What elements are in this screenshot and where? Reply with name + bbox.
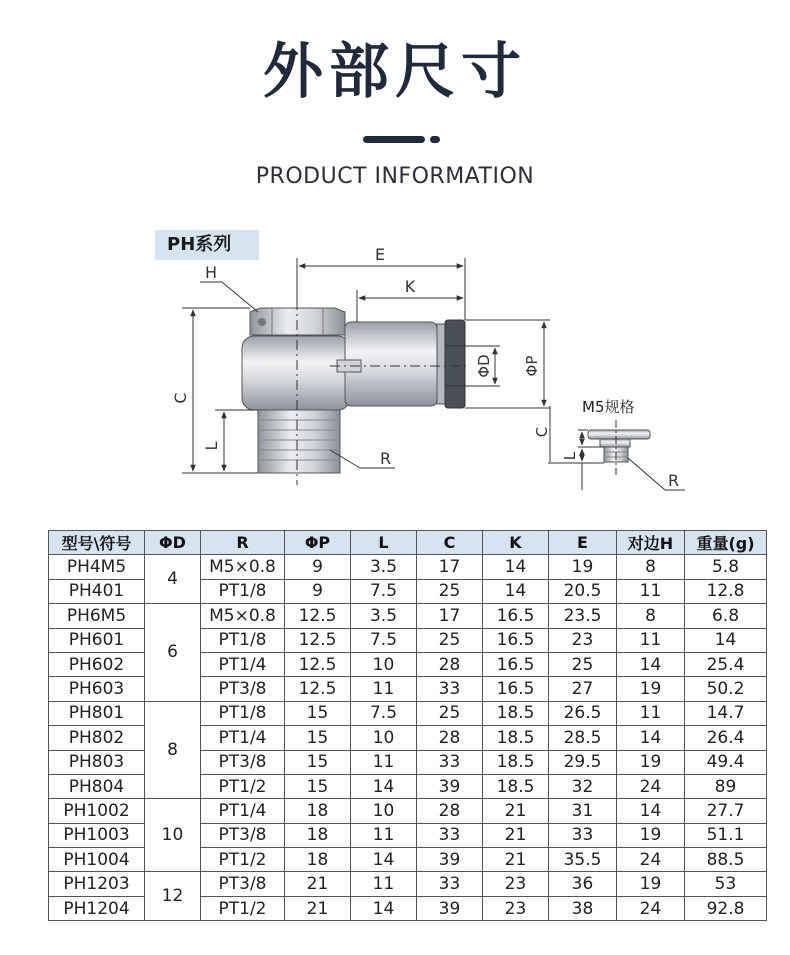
tube-diameter-cell: 10 <box>145 799 201 872</box>
spec-cell-c: 39 <box>417 774 483 798</box>
spec-cell-c: 28 <box>417 726 483 750</box>
page-title: 外部尺寸 <box>263 37 527 107</box>
m5-dim-label-c: C <box>533 426 551 438</box>
spec-table-row <box>49 799 767 823</box>
dim-label-e: E <box>374 245 386 264</box>
spec-cell-l: 14 <box>351 848 417 872</box>
spec-cell-h: 14 <box>617 799 685 823</box>
spec-cell-l: 11 <box>351 872 417 896</box>
spec-cell-e: 20.5 <box>549 579 617 603</box>
dim-label-h: H <box>205 263 218 282</box>
spec-cell-c: 33 <box>417 872 483 896</box>
spec-cell-w: 27.7 <box>685 799 767 823</box>
spec-table-header-cell: 型号\符号 <box>49 531 145 555</box>
page-subtitle: PRODUCT INFORMATION <box>255 164 535 189</box>
model-cell: PH1204 <box>49 896 145 920</box>
spec-cell-c: 33 <box>417 677 483 701</box>
spec-cell-w: 5.8 <box>685 555 767 579</box>
spec-cell-h: 14 <box>617 726 685 750</box>
spec-cell-h: 24 <box>617 848 685 872</box>
spec-cell-w: 88.5 <box>685 848 767 872</box>
spec-cell-h: 14 <box>617 652 685 676</box>
dim-label-phi-d: ΦD <box>475 354 493 378</box>
spec-cell-r: M5×0.8 <box>201 555 285 579</box>
spec-cell-w: 92.8 <box>685 896 767 920</box>
spec-cell-l: 3.5 <box>351 555 417 579</box>
spec-cell-p: 15 <box>285 750 351 774</box>
spec-cell-h: 11 <box>617 579 685 603</box>
model-cell: PH1004 <box>49 848 145 872</box>
spec-cell-l: 7.5 <box>351 701 417 725</box>
spec-cell-e: 27 <box>549 677 617 701</box>
model-cell: PH803 <box>49 750 145 774</box>
dim-label-r: R <box>380 449 392 468</box>
spec-cell-k: 18.5 <box>483 726 549 750</box>
spec-cell-p: 21 <box>285 896 351 920</box>
tube-diameter-cell: 8 <box>145 701 201 799</box>
spec-cell-h: 19 <box>617 750 685 774</box>
spec-cell-c: 33 <box>417 823 483 847</box>
spec-cell-k: 14 <box>483 579 549 603</box>
spec-table-header-cell: C <box>417 531 483 555</box>
dim-label-l: L <box>202 441 221 451</box>
spec-cell-e: 26.5 <box>549 701 617 725</box>
spec-cell-c: 28 <box>417 799 483 823</box>
spec-cell-w: 53 <box>685 872 767 896</box>
spec-cell-r: PT1/2 <box>201 774 285 798</box>
spec-cell-r: PT1/4 <box>201 726 285 750</box>
model-cell: PH1002 <box>49 799 145 823</box>
tube-diameter-cell: 6 <box>145 604 201 702</box>
spec-cell-c: 25 <box>417 579 483 603</box>
spec-table-header-cell: R <box>201 531 285 555</box>
spec-cell-h: 24 <box>617 896 685 920</box>
spec-cell-e: 23 <box>549 628 617 652</box>
spec-cell-k: 21 <box>483 848 549 872</box>
model-cell: PH804 <box>49 774 145 798</box>
spec-cell-p: 12.5 <box>285 652 351 676</box>
spec-cell-r: PT1/8 <box>201 628 285 652</box>
spec-cell-r: PT1/8 <box>201 701 285 725</box>
spec-cell-h: 8 <box>617 604 685 628</box>
spec-cell-k: 23 <box>483 896 549 920</box>
m5-dim-label-r: R <box>668 471 680 490</box>
spec-table-header-cell: L <box>351 531 417 555</box>
spec-table-header-cell: E <box>549 531 617 555</box>
spec-cell-p: 18 <box>285 848 351 872</box>
spec-cell-e: 19 <box>549 555 617 579</box>
dim-label-c: C <box>171 392 190 404</box>
spec-cell-w: 14 <box>685 628 767 652</box>
spec-cell-l: 11 <box>351 677 417 701</box>
spec-cell-c: 39 <box>417 896 483 920</box>
spec-cell-p: 18 <box>285 823 351 847</box>
dim-label-k: K <box>404 277 416 296</box>
spec-cell-e: 32 <box>549 774 617 798</box>
spec-cell-l: 10 <box>351 799 417 823</box>
spec-cell-r: PT3/8 <box>201 677 285 701</box>
spec-cell-w: 51.1 <box>685 823 767 847</box>
spec-cell-k: 14 <box>483 555 549 579</box>
spec-cell-w: 25.4 <box>685 652 767 676</box>
model-cell: PH602 <box>49 652 145 676</box>
spec-cell-l: 7.5 <box>351 628 417 652</box>
model-cell: PH4M5 <box>49 555 145 579</box>
spec-cell-r: M5×0.8 <box>201 604 285 628</box>
m5-fitting-view <box>588 430 650 462</box>
spec-cell-c: 28 <box>417 652 483 676</box>
spec-cell-h: 19 <box>617 872 685 896</box>
spec-cell-e: 33 <box>549 823 617 847</box>
spec-cell-r: PT3/8 <box>201 750 285 774</box>
spec-cell-r: PT1/4 <box>201 652 285 676</box>
model-cell: PH802 <box>49 726 145 750</box>
m5-spec-title: M5规格 <box>582 398 635 416</box>
spec-cell-e: 35.5 <box>549 848 617 872</box>
spec-cell-w: 12.8 <box>685 579 767 603</box>
spec-cell-w: 26.4 <box>685 726 767 750</box>
spec-cell-w: 14.7 <box>685 701 767 725</box>
spec-cell-p: 9 <box>285 579 351 603</box>
spec-cell-r: PT3/8 <box>201 872 285 896</box>
tube-diameter-cell: 12 <box>145 872 201 921</box>
model-cell: PH801 <box>49 701 145 725</box>
spec-table-header-cell: ΦD <box>145 531 201 555</box>
spec-cell-h: 11 <box>617 701 685 725</box>
spec-cell-e: 31 <box>549 799 617 823</box>
spec-table-header-row <box>49 531 767 555</box>
spec-cell-l: 14 <box>351 774 417 798</box>
spec-table-body <box>49 555 767 921</box>
model-cell: PH601 <box>49 628 145 652</box>
spec-table-row <box>49 872 767 896</box>
spec-cell-k: 16.5 <box>483 604 549 628</box>
spec-cell-p: 15 <box>285 774 351 798</box>
spec-cell-r: PT1/2 <box>201 848 285 872</box>
dim-label-phi-p: ΦP <box>523 355 541 377</box>
spec-cell-e: 23.5 <box>549 604 617 628</box>
spec-cell-l: 3.5 <box>351 604 417 628</box>
thread-stem <box>258 410 340 473</box>
spec-cell-r: PT1/4 <box>201 799 285 823</box>
m5-dim-label-l: L <box>561 451 579 461</box>
spec-cell-e: 28.5 <box>549 726 617 750</box>
spec-cell-h: 8 <box>617 555 685 579</box>
spec-cell-p: 21 <box>285 872 351 896</box>
spec-cell-k: 21 <box>483 823 549 847</box>
spec-cell-l: 14 <box>351 896 417 920</box>
spec-cell-p: 15 <box>285 701 351 725</box>
spec-cell-e: 29.5 <box>549 750 617 774</box>
model-cell: PH1003 <box>49 823 145 847</box>
spec-cell-p: 12.5 <box>285 628 351 652</box>
spec-cell-p: 9 <box>285 555 351 579</box>
spec-table-header-cell: 重量(g) <box>685 531 767 555</box>
spec-cell-w: 89 <box>685 774 767 798</box>
spec-cell-c: 17 <box>417 604 483 628</box>
spec-cell-r: PT1/2 <box>201 896 285 920</box>
spec-table-row <box>49 555 767 579</box>
spec-cell-c: 25 <box>417 701 483 725</box>
spec-cell-l: 10 <box>351 652 417 676</box>
spec-cell-h: 19 <box>617 677 685 701</box>
spec-cell-w: 6.8 <box>685 604 767 628</box>
spec-cell-p: 12.5 <box>285 677 351 701</box>
spec-table-row <box>49 604 767 628</box>
spec-cell-l: 7.5 <box>351 579 417 603</box>
spec-cell-k: 18.5 <box>483 701 549 725</box>
spec-cell-k: 23 <box>483 872 549 896</box>
spec-cell-l: 11 <box>351 823 417 847</box>
spec-cell-c: 17 <box>417 555 483 579</box>
spec-cell-l: 10 <box>351 726 417 750</box>
model-cell: PH603 <box>49 677 145 701</box>
spec-cell-k: 16.5 <box>483 652 549 676</box>
spec-table-row <box>49 701 767 725</box>
spec-cell-k: 18.5 <box>483 750 549 774</box>
model-cell: PH6M5 <box>49 604 145 628</box>
spec-cell-r: PT3/8 <box>201 823 285 847</box>
model-cell: PH401 <box>49 579 145 603</box>
spec-table <box>48 530 767 921</box>
spec-cell-p: 18 <box>285 799 351 823</box>
spec-table-header-cell: K <box>483 531 549 555</box>
spec-cell-h: 24 <box>617 774 685 798</box>
spec-table-header-cell: 对边H <box>617 531 685 555</box>
spec-cell-p: 15 <box>285 726 351 750</box>
spec-cell-w: 49.4 <box>685 750 767 774</box>
spec-cell-h: 11 <box>617 628 685 652</box>
spec-table-header-cell: ΦP <box>285 531 351 555</box>
spec-cell-r: PT1/8 <box>201 579 285 603</box>
spec-cell-e: 36 <box>549 872 617 896</box>
spec-cell-k: 21 <box>483 799 549 823</box>
spec-cell-c: 33 <box>417 750 483 774</box>
tube-diameter-cell: 4 <box>145 555 201 604</box>
spec-cell-e: 38 <box>549 896 617 920</box>
spec-cell-k: 16.5 <box>483 628 549 652</box>
spec-cell-w: 50.2 <box>685 677 767 701</box>
spec-cell-k: 18.5 <box>483 774 549 798</box>
spec-cell-p: 12.5 <box>285 604 351 628</box>
series-tag: PH系列 <box>155 230 259 260</box>
spec-cell-h: 19 <box>617 823 685 847</box>
spec-cell-e: 25 <box>549 652 617 676</box>
spec-cell-c: 39 <box>417 848 483 872</box>
model-cell: PH1203 <box>49 872 145 896</box>
spec-cell-l: 11 <box>351 750 417 774</box>
spec-cell-k: 16.5 <box>483 677 549 701</box>
spec-cell-c: 25 <box>417 628 483 652</box>
